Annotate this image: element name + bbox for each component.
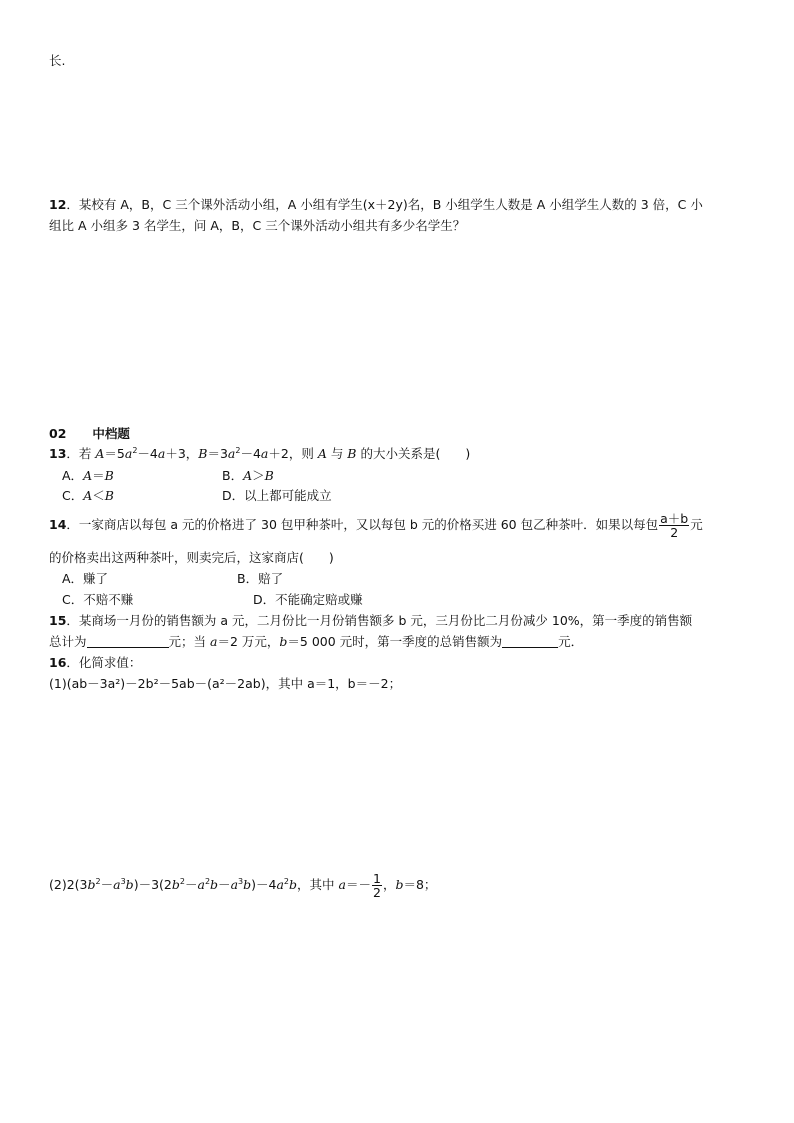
- question-number: 13: [49, 446, 67, 461]
- continued-text: 长.: [49, 53, 66, 68]
- answer-blank[interactable]: [502, 635, 558, 648]
- option-a: A．赚了: [62, 571, 109, 586]
- question-number: 16: [49, 655, 67, 670]
- option-b: B．赔了: [237, 571, 284, 586]
- question-16-part-2: $(2)2(3b^2-a^3b)-3(2b^2-a^2b-a^3b)-4a^2b$，其中 a＝－ $\frac{1}{2}$ ，b＝8；: [49, 871, 437, 900]
- question-15-line-2: 总计为 元；当 a＝2 万元，b＝5 000 元时，第一季度的总销售额为 元．: [49, 634, 584, 649]
- question-14-line-1: 14．一家商店以每包 a 元的价格进了 30 包甲种茶叶，又以每包 b 元的价格买进 60 包乙种茶叶．如果以每包 $\frac{a+b}{2}$ 元: [49, 511, 703, 540]
- question-13-stem: 13．若 $A=5a^2-4a+3$，$B=3a^2-4a+2$，则 A 与 B 的大小关系是( ): [49, 446, 471, 461]
- question-12-line-2: 组比 A 小组多 3 名学生，问 A，B，C 三个课外活动小组共有多少名学生？: [49, 218, 466, 233]
- question-number: 12: [49, 197, 67, 212]
- question-16-part-1: (1)(ab－3a²)－2b²－5ab－(a²－2ab)，其中 a＝1，b＝－2；: [49, 676, 402, 691]
- question-12-line-1: 12．某校有 A，B，C 三个课外活动小组，A 小组有学生(x＋2y)名，B 小组学生人数是 A 小组学生人数的 3 倍，C 小: [49, 197, 703, 212]
- answer-blank[interactable]: [87, 635, 169, 648]
- fraction: $\frac{1}{2}$: [372, 871, 381, 900]
- question-15-line-1: 15．某商场一月份的销售额为 a 元，二月份比一月份销售额多 b 元，三月份比二月份减少 10%，第一季度的销售额: [49, 613, 693, 628]
- question-number: 15: [49, 613, 67, 628]
- option-c: C．A＜B: [62, 488, 114, 503]
- question-number: 14: [49, 517, 67, 532]
- option-c: C．不赔不赚: [62, 592, 134, 607]
- section-header: 02 中档题: [49, 426, 130, 441]
- option-d: D．不能确定赔或赚: [253, 592, 363, 607]
- option-a: A．A＝B: [62, 468, 114, 483]
- question-16-title: 16．化简求值：: [49, 655, 142, 670]
- fraction: $\frac{a+b}{2}$: [660, 511, 689, 540]
- question-14-line-2: 的价格卖出这两种茶叶，则卖完后，这家商店( ): [49, 550, 334, 565]
- option-d: D．以上都可能成立: [222, 488, 332, 503]
- option-b: B．A＞B: [222, 468, 274, 483]
